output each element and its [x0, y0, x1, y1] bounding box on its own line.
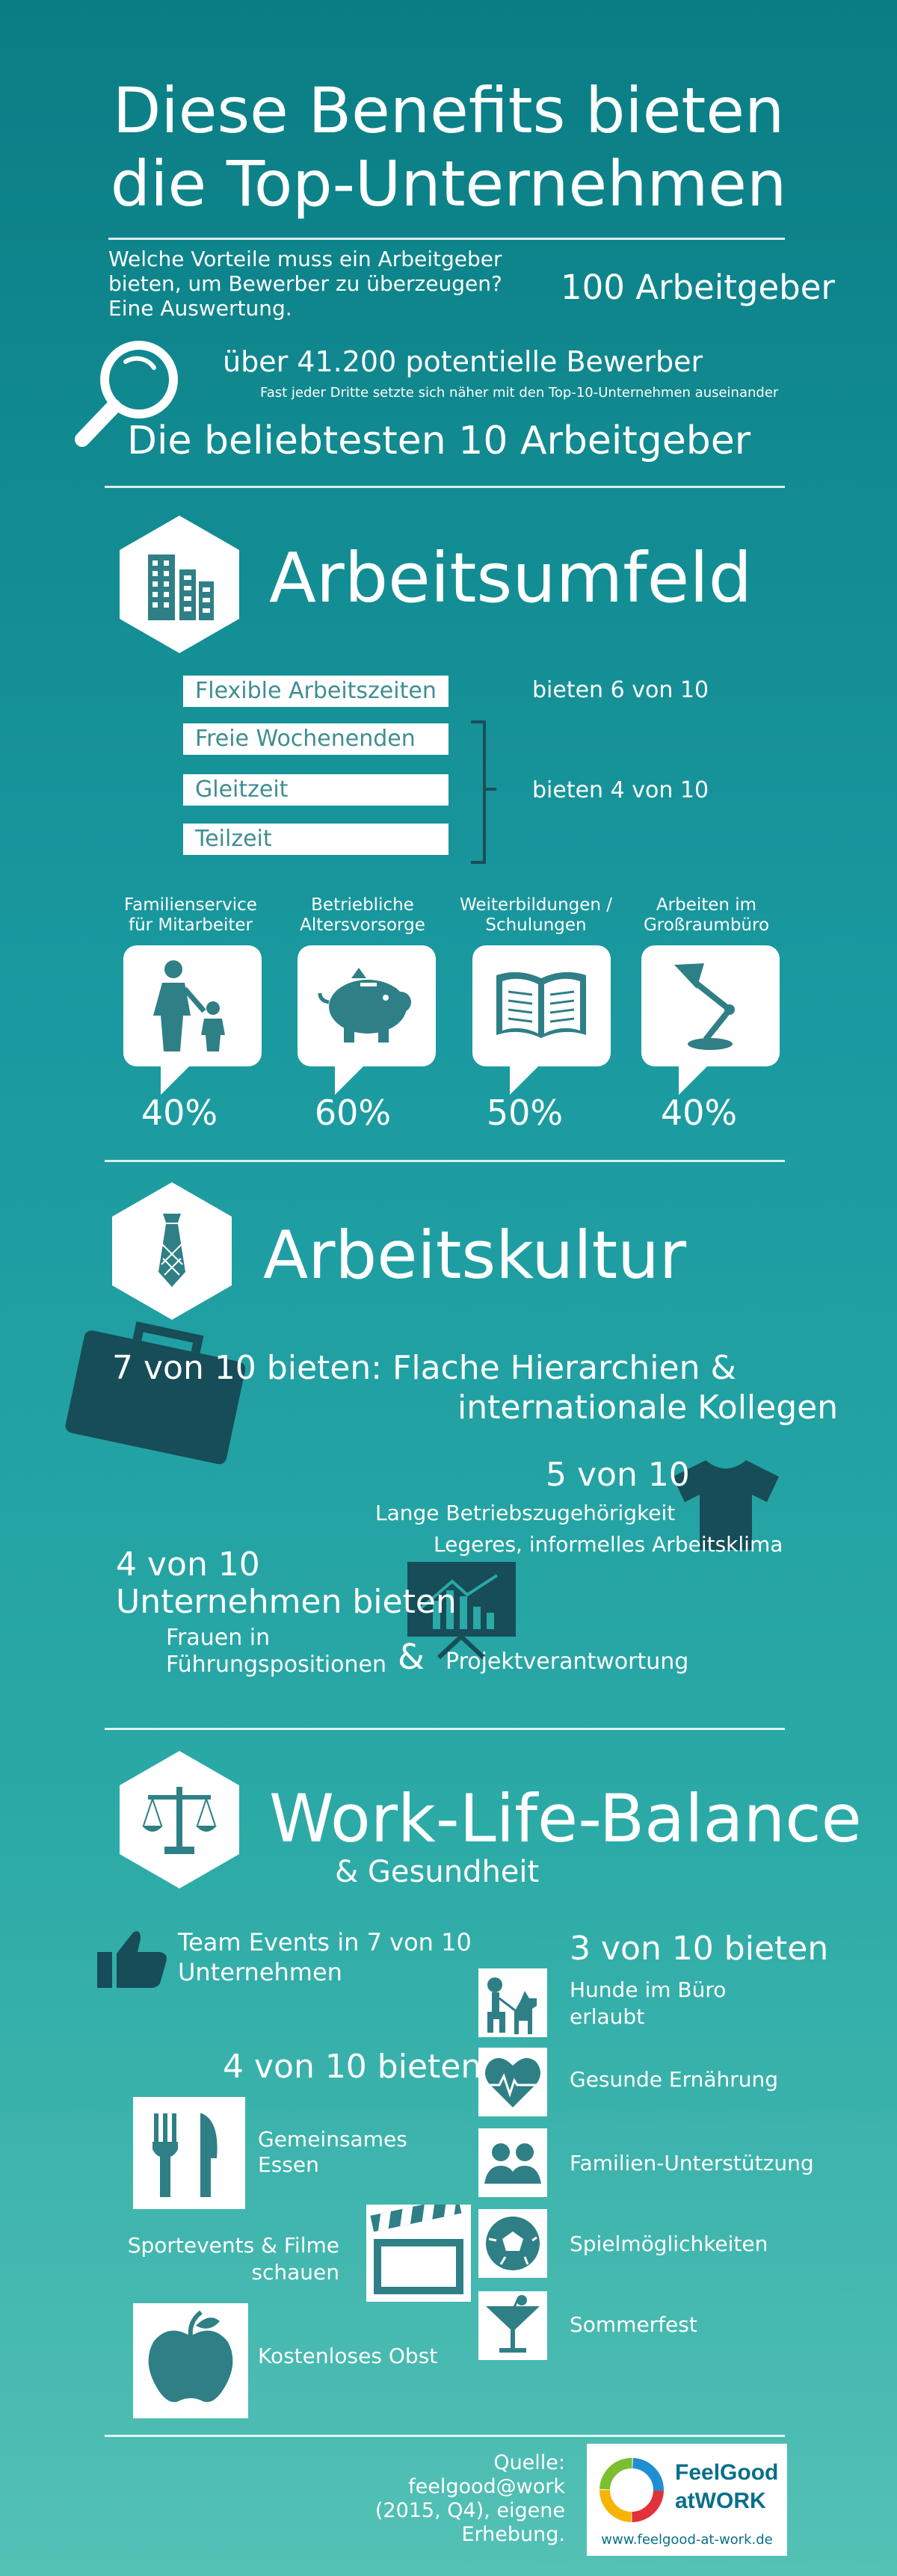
source-line: Erhebung. — [461, 2523, 565, 2546]
piggybank-icon — [314, 959, 419, 1052]
three-of-ten-title: 3 von 10 bieten — [570, 1930, 829, 1968]
four-of-ten-item: Frauen in — [166, 1625, 271, 1651]
apple-icon — [133, 2303, 248, 2418]
source-line: (2015, Q4), eigene — [374, 2499, 565, 2522]
scales-hex — [120, 1751, 239, 1888]
four-of-ten-wlb-item: schauen — [251, 2260, 339, 2285]
three-of-ten-item: Familien-Unterstützung — [570, 2151, 814, 2175]
three-of-ten-item: Gesunde Ernährung — [570, 2067, 779, 2092]
item-label: Familienservice für Mitarbeiter — [124, 895, 257, 935]
four-of-ten-wlb-item: Essen — [258, 2152, 319, 2177]
divider — [105, 1160, 785, 1162]
heart-tile — [478, 2048, 547, 2116]
six-of-ten-label: bieten 6 von 10 — [532, 677, 709, 703]
seven-of-ten-line2: internationale Kollegen — [457, 1389, 839, 1427]
soccer-ball-icon — [478, 2209, 547, 2278]
applicants-count: über 41.200 potentielle Bewerber — [223, 345, 703, 378]
four-of-ten-wlb-item: Kostenloses Obst — [258, 2344, 438, 2368]
briefcase-icon — [60, 1315, 254, 1468]
book-bubble — [472, 945, 611, 1066]
dog-icon — [478, 1968, 547, 2037]
desk-lamp-icon — [658, 959, 762, 1052]
family-icon — [140, 959, 244, 1052]
page-title-line2: die Top-Unternehmen — [110, 147, 787, 220]
source-line: feelgood@work — [408, 2475, 565, 2498]
applicants-note: Fast jeder Dritte setzte sich näher mit den Top-10-Unternehmen auseinander — [260, 385, 779, 401]
bracket-tip — [486, 788, 496, 791]
four-of-ten-wlb-item: Gemeinsames — [258, 2127, 407, 2152]
section-title-arbeitsumfeld: Arbeitsumfeld — [269, 538, 753, 618]
logo-ring-icon — [596, 2454, 668, 2526]
logo-text-line2: atWORK — [675, 2489, 766, 2513]
three-of-ten-item: Sommerfest — [570, 2312, 697, 2337]
scales-icon — [142, 1782, 217, 1857]
five-of-ten-item: Lange Betriebszugehörigkeit — [375, 1501, 676, 1525]
three-of-ten-item: Hunde im Büro — [570, 1977, 727, 2002]
people-tile — [478, 2128, 547, 2197]
team-events-line1: Team Events in 7 von 10 — [178, 1928, 472, 1956]
heart-icon — [478, 2048, 547, 2116]
four-of-ten-item: Führungspositionen — [166, 1652, 386, 1678]
benefit-bar: Teilzeit — [183, 824, 449, 855]
seven-of-ten-line1: 7 von 10 bieten: Flache Hierarchien & — [112, 1349, 736, 1387]
percent-value: 40% — [660, 1093, 738, 1133]
four-of-ten-title-wlb: 4 von 10 bieten — [223, 2048, 482, 2086]
family-bubble — [123, 945, 262, 1066]
percent-value: 40% — [141, 1093, 218, 1133]
intro-text: Welche Vorteile muss ein Arbeitgeber bieten, um Bewerber zu überzeugen? Eine Auswertung. — [108, 247, 502, 321]
bracket — [471, 720, 486, 864]
section-subtitle-wlb: & Gesundheit — [335, 1855, 540, 1889]
divider — [105, 486, 785, 488]
cocktail-icon — [478, 2291, 547, 2360]
four-of-ten-line1: 4 von 10 — [116, 1545, 260, 1584]
four-of-ten-wlb-item: Sportevents & Filme — [127, 2233, 339, 2258]
logo-url: www.feelgood-at-work.de — [601, 2532, 773, 2548]
three-of-ten-item: erlaubt — [570, 2004, 645, 2029]
dog-tile — [478, 1968, 547, 2037]
item-label: Arbeiten im Großraumbüro — [643, 895, 770, 935]
ball-tile — [478, 2209, 547, 2278]
benefit-bar: Flexible Arbeitszeiten — [183, 676, 449, 707]
logo-text-line1: FeelGood — [675, 2460, 779, 2485]
employers-count: 100 Arbeitgeber — [561, 268, 835, 307]
cocktail-tile — [478, 2291, 547, 2360]
percent-value: 60% — [314, 1093, 392, 1133]
lamp-bubble — [641, 945, 780, 1066]
divider — [108, 238, 785, 240]
four-of-ten-line2: Unternehmen bieten — [116, 1583, 457, 1621]
four-of-ten-label: bieten 4 von 10 — [532, 777, 709, 803]
logo-box[interactable] — [587, 2444, 787, 2556]
piggybank-bubble — [298, 945, 436, 1066]
clapper-tile — [366, 2205, 471, 2302]
page-title-line1: Diese Benefits bieten — [112, 74, 785, 147]
four-of-ten-item: Projektverantwortung — [446, 1649, 689, 1675]
section-title-wlb: Work-Life-Balance — [269, 1780, 862, 1857]
five-of-ten-item: Legeres, informelles Arbeitsklima — [434, 1532, 783, 1557]
building-hex — [120, 516, 239, 653]
cutlery-icon — [133, 2097, 245, 2209]
source-line: Quelle: — [493, 2451, 565, 2474]
three-of-ten-item: Spielmöglichkeiten — [570, 2231, 768, 2256]
cutlery-tile — [133, 2097, 245, 2209]
benefit-bar: Gleitzeit — [183, 774, 449, 806]
benefit-bar: Freie Wochenenden — [183, 723, 449, 755]
building-icon — [142, 547, 217, 622]
tie-icon — [135, 1214, 209, 1288]
thumbs-up-icon — [97, 1928, 169, 1991]
top10-title: Die beliebtesten 10 Arbeitgeber — [127, 418, 751, 463]
divider — [105, 2435, 785, 2437]
divider — [105, 1728, 785, 1730]
apple-tile — [133, 2303, 248, 2418]
ampersand: & — [398, 1637, 425, 1677]
five-of-ten-title: 5 von 10 — [546, 1456, 690, 1494]
people-icon — [478, 2128, 547, 2197]
item-label: Betriebliche Altersvorsorge — [300, 895, 425, 935]
item-label: Weiterbildungen / Schulungen — [459, 895, 613, 935]
tie-hex — [112, 1182, 232, 1320]
book-icon — [489, 959, 594, 1052]
section-title-arbeitskultur: Arbeitskultur — [263, 1217, 687, 1294]
team-events-line2: Unternehmen — [178, 1958, 342, 1986]
percent-value: 50% — [486, 1093, 564, 1133]
clapperboard-icon — [366, 2205, 471, 2302]
